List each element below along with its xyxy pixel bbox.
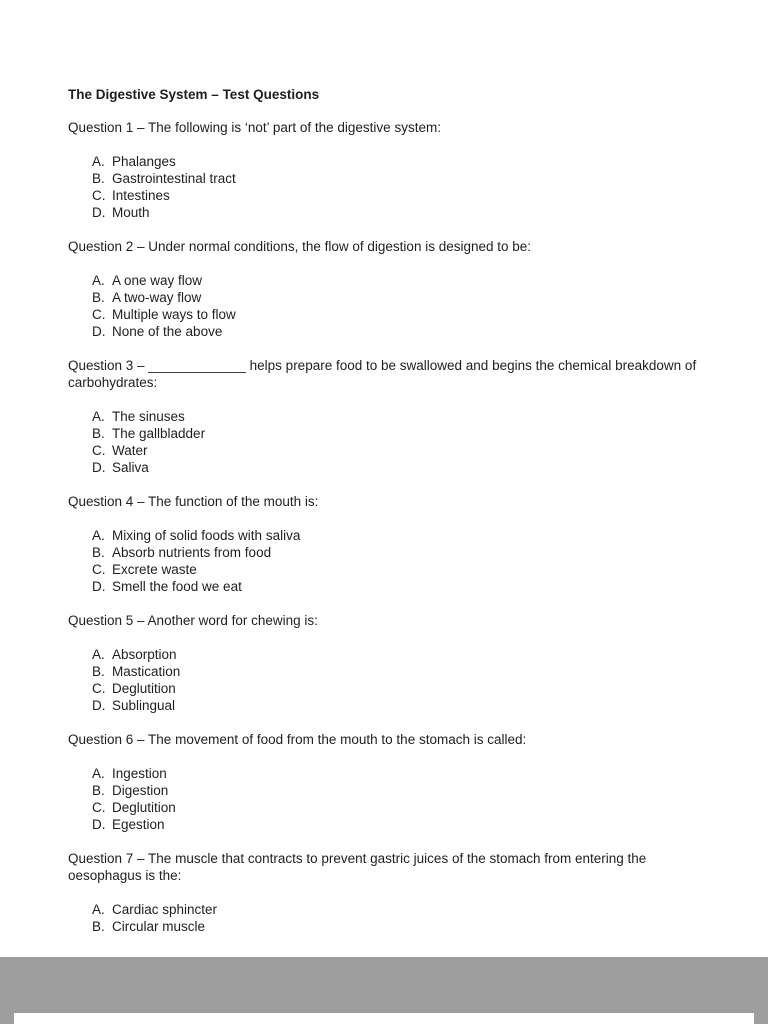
question-prompt: Question 1 – The following is ‘not’ part of the digestive system: [68, 120, 441, 135]
option-text: Multiple ways to flow [112, 307, 236, 322]
option-letter: B. [92, 783, 105, 798]
option-text: Ingestion [112, 766, 167, 781]
option [92, 272, 698, 289]
option-text: Phalanges [112, 154, 176, 169]
option-text: A two-way flow [112, 290, 202, 305]
option-letter: C. [92, 562, 106, 577]
option-text: Mouth [112, 205, 150, 220]
option [92, 578, 698, 595]
option-letter: A. [92, 409, 105, 424]
page-gap [0, 957, 768, 1013]
option-text: Intestines [112, 188, 170, 203]
option [92, 170, 698, 187]
option-text: A one way flow [112, 273, 203, 288]
question-prompt: Question 3 – _____________ helps prepare food to be swallowed and begins the chemical breakdown of carbohydrates: [68, 358, 697, 390]
option-letter: B. [92, 664, 105, 679]
option [92, 204, 698, 221]
question-prompt: Question 5 – Another word for chewing is: [68, 613, 318, 628]
option [92, 782, 698, 799]
option-letter: A. [92, 647, 105, 662]
options-list [92, 901, 698, 935]
option-letter: C. [92, 800, 106, 815]
option-text: Absorption [112, 647, 177, 662]
option-letter: B. [92, 919, 105, 934]
option-letter: D. [92, 324, 106, 339]
option [92, 187, 698, 204]
option [92, 680, 698, 697]
option-text: Digestion [112, 783, 169, 798]
option-letter: D. [92, 698, 106, 713]
option [92, 816, 698, 833]
option-text: Sublingual [112, 698, 176, 713]
options-list [92, 527, 698, 595]
option [92, 799, 698, 816]
option-text: Saliva [112, 460, 149, 475]
options-list [92, 646, 698, 714]
option [92, 544, 698, 561]
question-block [68, 119, 698, 221]
option [92, 561, 698, 578]
option [92, 765, 698, 782]
option [92, 663, 698, 680]
option [92, 306, 698, 323]
option-letter: A. [92, 902, 105, 917]
option [92, 527, 698, 544]
option-letter: C. [92, 443, 106, 458]
option-text: Mastication [112, 664, 181, 679]
option [92, 918, 698, 935]
question-prompt: Question 2 – Under normal conditions, the flow of digestion is designed to be: [68, 239, 532, 254]
option-letter: A. [92, 528, 105, 543]
option-letter: B. [92, 171, 105, 186]
option [92, 425, 698, 442]
option [92, 697, 698, 714]
option-letter: A. [92, 766, 105, 781]
questions-container [68, 119, 698, 935]
option-text: The gallbladder [112, 426, 206, 441]
option-text: Smell the food we eat [112, 579, 242, 594]
option-letter: B. [92, 545, 105, 560]
question-prompt: Question 7 – The muscle that contracts to prevent gastric juices of the stomach from entering the oesophagus is the: [68, 851, 647, 883]
page-title: The Digestive System – Test Questions [68, 87, 320, 102]
next-page-sliver [14, 1013, 754, 1024]
options-list [92, 408, 698, 476]
options-list [92, 765, 698, 833]
option-letter: B. [92, 290, 105, 305]
option-letter: C. [92, 188, 106, 203]
option-text: Circular muscle [112, 919, 206, 934]
option-text: Cardiac sphincter [112, 902, 218, 917]
option-letter: A. [92, 273, 105, 288]
option-letter: D. [92, 579, 106, 594]
option-text: The sinuses [112, 409, 185, 424]
option [92, 442, 698, 459]
option [92, 323, 698, 340]
option-text: Water [112, 443, 148, 458]
question-block [68, 612, 698, 714]
option [92, 646, 698, 663]
option-letter: D. [92, 460, 106, 475]
option-text: Excrete waste [112, 562, 197, 577]
option-letter: D. [92, 205, 106, 220]
question-block [68, 731, 698, 833]
option-text: Egestion [112, 817, 165, 832]
option-text: Deglutition [112, 800, 176, 815]
option [92, 901, 698, 918]
question-prompt: Question 6 – The movement of food from the mouth to the stomach is called: [68, 732, 527, 747]
option-text: None of the above [112, 324, 223, 339]
question-block [68, 238, 698, 340]
option-text: Gastrointestinal tract [112, 171, 236, 186]
question-block [68, 357, 698, 476]
option-text: Mixing of solid foods with saliva [112, 528, 301, 543]
option-letter: C. [92, 307, 106, 322]
option [92, 408, 698, 425]
options-list [92, 272, 698, 340]
option-letter: A. [92, 154, 105, 169]
options-list [92, 153, 698, 221]
question-block [68, 493, 698, 595]
question-block [68, 850, 698, 935]
option [92, 459, 698, 476]
option-text: Absorb nutrients from food [112, 545, 272, 560]
option-letter: B. [92, 426, 105, 441]
option-letter: D. [92, 817, 106, 832]
option [92, 153, 698, 170]
option-text: Deglutition [112, 681, 176, 696]
question-prompt: Question 4 – The function of the mouth is: [68, 494, 319, 509]
option [92, 289, 698, 306]
option-letter: C. [92, 681, 106, 696]
